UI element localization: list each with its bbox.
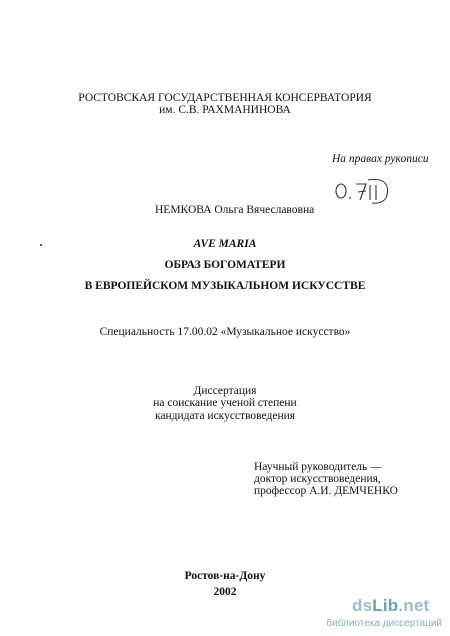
dissertation-line-1: Диссертация xyxy=(193,385,257,397)
dissertation-line-2: на соискание ученой степени xyxy=(153,397,297,409)
institution-named-after: им. С.В. РАХМАНИНОВА xyxy=(159,104,291,116)
supervisor-line-2: доктор искусствоведения, xyxy=(254,473,381,485)
title-line-3: В ЕВРОПЕЙСКОМ МУЗЫКАЛЬНОМ ИСКУССТВЕ xyxy=(84,280,366,292)
dslib-logo[interactable]: dsLib.net xyxy=(352,596,430,615)
city: Ростов-на-Дону xyxy=(184,570,266,582)
supervisor-line-1: Научный руководитель — xyxy=(254,461,382,473)
dslib-subtitle: библиотека диссертаций xyxy=(326,618,442,629)
title-line-1: AVE MARIA xyxy=(193,238,257,250)
institution-name: РОСТОВСКАЯ ГОСУДАРСТВЕННАЯ КОНСЕРВАТОРИЯ xyxy=(78,92,372,104)
dissertation-line-3: кандидата искусствоведения xyxy=(154,410,296,422)
title-line-2: ОБРАЗ БОГОМАТЕРИ xyxy=(164,259,286,271)
rights-note: На правах рукописи xyxy=(332,153,429,165)
specialty: Специальность 17.00.02 «Музыкальное искусство» xyxy=(99,326,351,338)
supervisor-line-3: профессор А.И. ДЕМЧЕНКО xyxy=(254,485,398,497)
year: 2002 xyxy=(213,586,237,598)
dslib-watermark[interactable] xyxy=(326,596,446,636)
author-name: НЕМКОВА Ольга Вячеславовна xyxy=(155,204,315,216)
handwritten-annotation xyxy=(332,176,394,206)
